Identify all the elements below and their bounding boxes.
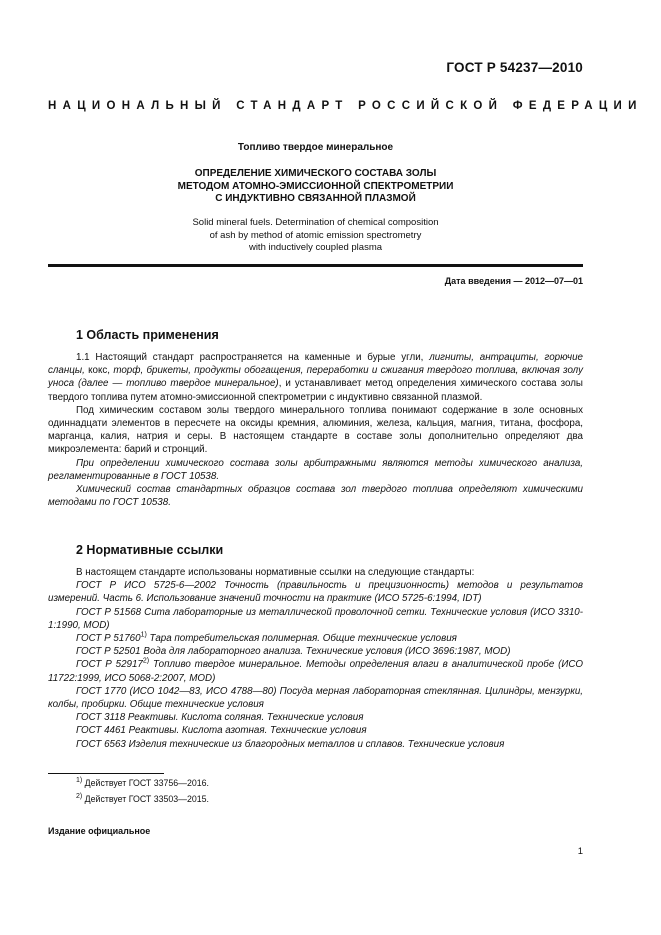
footnote-mark: 2) <box>142 658 150 666</box>
english-title-line: of ash by method of atomic emission spectrometry <box>209 229 422 241</box>
title-line: ОПРЕДЕЛЕНИЕ ХИМИЧЕСКОГО СОСТАВА ЗОЛЫ <box>194 168 437 179</box>
standard-title <box>48 168 583 206</box>
reference-title: Изделия технические из благородных металлов и сплавов. Технические условия <box>125 738 505 750</box>
reference-item <box>48 685 583 711</box>
paragraph-1-1 <box>48 351 583 404</box>
reference-code: ГОСТ 6563 <box>76 738 126 750</box>
reference-item <box>48 711 583 724</box>
section-1-heading: 1 Область применения <box>76 328 219 342</box>
reference-title: Тара потребительская полимерная. Общие технические условия <box>146 633 457 645</box>
english-title-line: Solid mineral fuels. Determination of chemical composition <box>192 217 439 228</box>
text-run-italic: Химический состав стандартных образцов состава зол твердого топлива определяют химическими методами по ГОСТ 10538. <box>48 484 583 509</box>
title-divider <box>48 264 583 267</box>
footnote-mark: 2) <box>76 793 83 801</box>
reference-title: Топливо твердое минеральное. Методы определения влаги в аналитической пробе (ИСО 11722:1999, ИСО 5068-2:2007, MOD) <box>48 659 583 684</box>
reference-item <box>48 632 583 645</box>
section-2-heading: 2 Нормативные ссылки <box>76 543 224 557</box>
footnote-mark: 1) <box>140 631 147 639</box>
official-edition-label: Издание официальное <box>48 826 151 836</box>
title-line: МЕТОДОМ АТОМНО-ЭМИССИОННОЙ СПЕКТРОМЕТРИИ <box>177 180 454 192</box>
reference-title: Посуда мерная лабораторная стеклянная. Цилиндры, мензурки, колбы, пробирки. Общие технические условия <box>48 685 583 711</box>
paragraph-reference-samples <box>48 483 583 509</box>
text-run-italic: торф, брикеты, продукты обогащения, переработки и сжигания твердого топлива, включая золу уноса (далее — топливо твердое минеральное) <box>48 365 583 390</box>
english-title <box>48 217 583 255</box>
gost-number: ГОСТ Р 54237—2010 <box>446 60 583 75</box>
footnote-text: Действует ГОСТ 33503—2015. <box>82 794 209 804</box>
reference-item <box>48 738 583 751</box>
reference-item <box>48 645 583 658</box>
paragraph-arbitration <box>48 457 583 483</box>
footnote-text: Действует ГОСТ 33756—2016. <box>82 778 209 788</box>
reference-code: ГОСТ Р 52917 <box>76 659 143 671</box>
references-intro: В настоящем стандарте использованы нормативные ссылки на следующие стандарты: <box>76 567 475 578</box>
text-run-italic: При определении химического состава золы арбитражными являются методы химического анализа, регламентированные в ГОСТ 10538. <box>48 457 583 482</box>
footnote <box>76 794 209 804</box>
english-title-line: with inductively coupled plasma <box>248 242 383 253</box>
reference-title: Вода для лабораторного анализа. Технические условия (ИСО 3696:1987, MOD) <box>140 646 511 658</box>
footnote-divider <box>48 773 164 774</box>
introduction-date: Дата введения — 2012—07—01 <box>444 276 583 286</box>
reference-title: Реактивы. Кислота соляная. Технические условия <box>125 712 364 724</box>
reference-item <box>48 658 583 684</box>
normative-references <box>48 566 583 751</box>
footnote <box>76 778 209 788</box>
title-line: С ИНДУКТИВНО СВЯЗАННОЙ ПЛАЗМОЙ <box>215 193 416 204</box>
reference-code: ГОСТ 4461 <box>76 725 126 737</box>
standard-subject: Топливо твердое минеральное <box>237 142 394 153</box>
reference-code: ГОСТ Р 51568 <box>76 606 142 618</box>
reference-code: ГОСТ 1770 (ИСО 1042—83, ИСО 4788—80) <box>76 685 277 697</box>
reference-title: Сита лабораторные из металлической проволочной сетки. Технические условия (ИСО 3310-1:1990, MOD) <box>48 606 583 631</box>
section-1-body <box>48 351 583 509</box>
reference-item <box>48 579 583 605</box>
reference-code: ГОСТ 3118 <box>76 712 126 724</box>
reference-title: Реактивы. Кислота азотная. Технические условия <box>125 725 367 737</box>
text-run-italic: лигниты, антрациты, горючие сланцы, <box>48 352 583 377</box>
reference-code: ГОСТ Р ИСО 5725-6—2002 <box>76 580 216 592</box>
reference-code: ГОСТ Р 52501 <box>76 646 141 658</box>
text-run: кокс, <box>84 365 114 377</box>
footnote-mark: 1) <box>76 777 83 785</box>
paragraph-composition: Под химическим составом золы твердого минерального топлива понимают содержание в золе основных одиннадцати элементов в пересчете на оксиды кремния, алюминия, железа, кальция, магния, титана, фосфора, марганца, калия, натрия и серы. В настоящем стандарте в составе золы дополнительно определяют два микроэлемента: барий и стронций. <box>48 404 583 456</box>
national-standard-banner: НАЦИОНАЛЬНЫЙ СТАНДАРТ РОССИЙСКОЙ ФЕДЕРАЦИИ <box>48 100 643 112</box>
reference-title: Точность (правильность и прецизионность) методов и результатов измерений. Часть 6. Использование значений точности на практике (ИСО 5725-6:1994, IDT) <box>48 580 584 605</box>
reference-code: ГОСТ Р 51760 <box>76 633 141 645</box>
reference-item <box>48 606 583 632</box>
reference-item <box>48 724 583 737</box>
text-run: , и устанавливает метод определения химического состава золы твердого топлива путем атомно-эмиссионной спектрометрии с индуктивно связанной плазмой. <box>48 378 583 403</box>
text-run: 1.1 Настоящий стандарт распространяется на каменные и бурые угли, <box>76 352 430 363</box>
page-number: 1 <box>577 846 583 857</box>
